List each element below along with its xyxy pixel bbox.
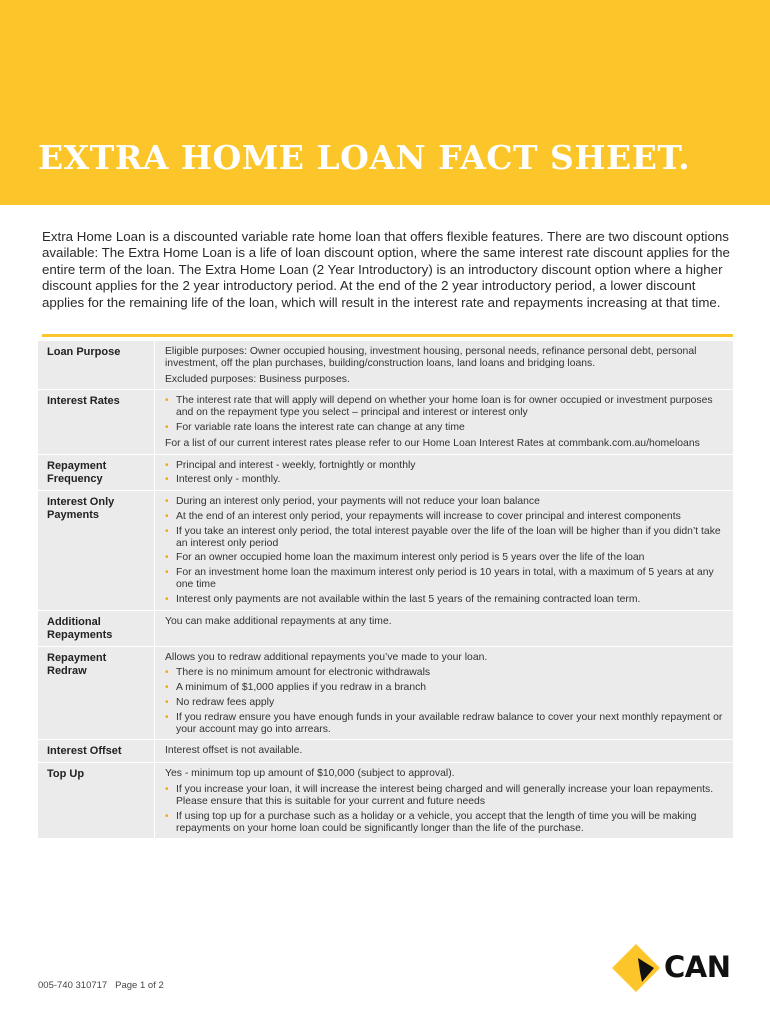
- row-label: Interest Only Payments: [38, 491, 155, 609]
- bullet-item: • If using top up for a purchase such as a holiday or a vehicle, you accept that the length of time you will be making repayments on your home loan could be significantly longer than the life of the purchase.: [165, 811, 725, 835]
- table-row: [38, 455, 733, 492]
- bullet-item: • There is no minimum amount for electronic withdrawals: [165, 667, 725, 679]
- fact-table: [38, 341, 733, 838]
- bullet-item: • If you take an interest only period, the total interest payable over the life of the loan will be higher than if you didn’t take an interest only period: [165, 526, 725, 550]
- row-label: Repayment Frequency: [38, 455, 155, 491]
- row-paragraph: Excluded purposes: Business purposes.: [165, 373, 350, 385]
- row-content: [155, 341, 733, 389]
- bullet-item: • For an investment home loan the maximum interest only period is 10 years in total, with a maximum of 5 years at any one time: [165, 567, 725, 591]
- table-row: [38, 341, 733, 390]
- bullet-item: • At the end of an interest only period, your repayments will increase to cover principal and interest components: [165, 511, 725, 523]
- row-paragraph: Eligible purposes: Owner occupied housing, investment housing, personal needs, refinance personal debt, personal investment, off the plan purchases, building/construction loans, land loans and bridging loans.: [165, 346, 697, 369]
- bullet-item: • If you increase your loan, it will increase the interest being charged and will generally increase your loan repayments. Please ensure that this is suitable for your current and future needs: [165, 784, 725, 808]
- row-content: [155, 455, 733, 491]
- bullet-list: [165, 395, 725, 433]
- row-content: [155, 763, 733, 838]
- bullet-list: [165, 667, 725, 735]
- row-content: [155, 491, 733, 609]
- intro-paragraph: Extra Home Loan is a discounted variable rate home loan that offers flexible features. There are two discount options available: The Extra Home Loan is a life of loan discount option, where the same interest rate discount applies for the entire term of the loan. The Extra Home Loan (2 Year Introductory) is an introductory discount option where a higher discount applies for the 2 year introductory period. At the end of the 2 year introductory period, a lower discount applies for the remaining life of the loan, which will result in the interest rate and repayments increasing at that time.: [42, 229, 730, 310]
- table-row: [38, 763, 733, 838]
- brand-logo: [610, 942, 734, 994]
- bullet-item: • The interest rate that will apply will depend on whether your home loan is for owner occupied or investment purposes and on the repayment type you select – principal and interest or interest only: [165, 395, 725, 419]
- bullet-list: [165, 496, 725, 605]
- row-paragraph: Interest offset is not available.: [165, 745, 303, 757]
- footer: [38, 980, 164, 991]
- row-paragraph: Allows you to redraw additional repayments you’ve made to your loan.: [165, 651, 488, 663]
- row-content: [155, 390, 733, 453]
- table-row: [38, 491, 733, 610]
- bullet-item: • During an interest only period, your payments will not reduce your loan balance: [165, 496, 725, 508]
- row-label: Top Up: [38, 763, 155, 838]
- page-number: Page 1 of 2: [115, 980, 164, 991]
- bullet-item: • A minimum of $1,000 applies if you redraw in a branch: [165, 682, 725, 694]
- bullet-item: • Interest only - monthly.: [165, 474, 725, 486]
- bullet-item: • Interest only payments are not available within the last 5 years of the remaining contracted loan term.: [165, 594, 725, 606]
- bullet-item: • For an owner occupied home loan the maximum interest only period is 5 years over the life of the loan: [165, 552, 725, 564]
- bullet-item: • If you redraw ensure you have enough funds in your available redraw balance to cover your next monthly repayment or your account may go into arrears.: [165, 712, 725, 736]
- table-row: [38, 390, 733, 454]
- table-row: [38, 611, 733, 647]
- bullet-item: • For variable rate loans the interest rate can change at any time: [165, 422, 725, 434]
- row-label: Interest Offset: [38, 740, 155, 762]
- bullet-item: • Principal and interest - weekly, fortnightly or monthly: [165, 460, 725, 472]
- row-label: Interest Rates: [38, 390, 155, 453]
- bullet-list: [165, 784, 725, 834]
- row-content: [155, 611, 733, 646]
- row-label: Additional Repayments: [38, 611, 155, 646]
- row-label: Repayment Redraw: [38, 647, 155, 740]
- row-paragraph: Yes - minimum top up amount of $10,000 (subject to approval).: [165, 768, 455, 780]
- row-label: Loan Purpose: [38, 341, 155, 389]
- logo-text: CAN: [664, 950, 731, 984]
- row-paragraph: For a list of our current interest rates please refer to our Home Loan Interest Rates at commbank.com.au/homeloans: [165, 437, 700, 449]
- page-title: EXTRA HOME LOAN FACT SHEET.: [38, 138, 691, 177]
- bullet-item: • No redraw fees apply: [165, 697, 725, 709]
- divider: [42, 334, 733, 337]
- table-row: [38, 740, 733, 763]
- row-content: [155, 740, 733, 762]
- row-paragraph: You can make additional repayments at any time.: [165, 615, 392, 627]
- document-code: 005-740 310717: [38, 980, 108, 991]
- row-content: [155, 647, 733, 740]
- table-row: [38, 647, 733, 741]
- diamond-logo-icon: [610, 942, 662, 994]
- bullet-list: [165, 460, 725, 487]
